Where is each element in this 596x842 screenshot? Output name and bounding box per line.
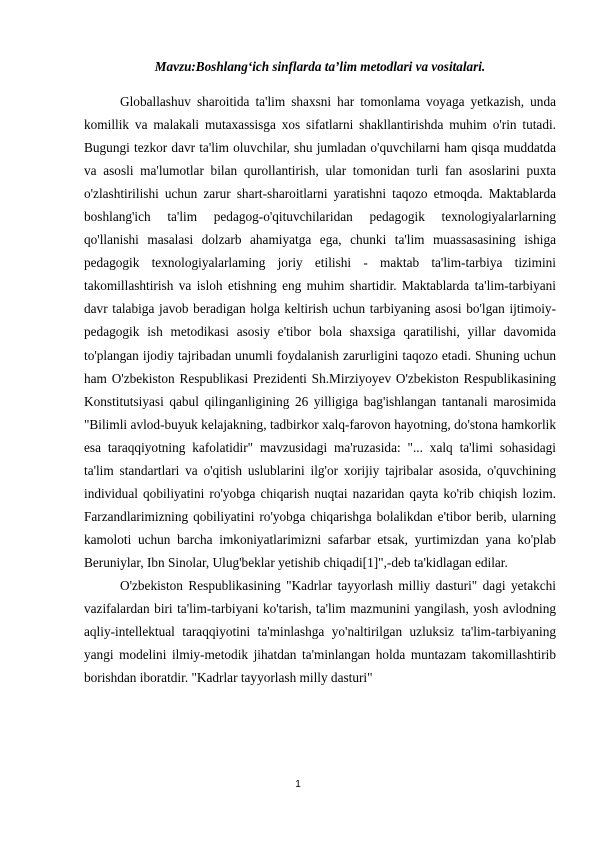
paragraph-1: Globallashuv sharoitida ta'lim shaxsni har tomonlama voyaga yetkazish, unda komillik va malakali mutaxassisga xos sifatlarni shakllantirishda muhim o'rin tutadi. Bugungi tezkor davr ta'lim oluvchilar, shu jumladan o'quvchilarni ham qisqa muddatda va asosli ma'lumotlar bilan qurollantirish, ular tomonidan turli fan asoslarini puxta o'zlashtirilishi uchun zarur shart-sharoitlarni yaratishni taqozo etmoqda. Maktablarda boshlang'ich ta'lim pedagog-o'qituvchilaridan pedagogik texnologiyalarlarning qo'llanishi masalasi dolzarb ahamiyatga ega, chunki ta'lim muassasasining ishiga pedagogik texnologiyalarlaming joriy etilishi - maktab ta'lim-tarbiya tizimini takomillashtirish va isloh etishning eng muhim shartidir. Maktablarda ta'lim-tarbiyani davr talabiga javob beradigan holga keltirish uchun tarbiyaning asosi bo'lgan ijtimoiy-pedagogik ish metodikasi asosiy e'tibor bola shaxsiga qaratilishi, yillar davomida to'plangan ijodiy tajribadan unumli foydalanish zarurligini taqozo etadi. Shuning uchun ham O'zbekiston Respublikasi Prezidenti Sh.Mirziyoyev O'zbekiston Respublikasining Konstitutsiyasi qabul qilinganligining 26 yilligiga bag'ishlangan tantanali marosimida "Bilimli avlod-buyuk kelajakning, tadbirkor xalq-farovon hayotning, do'stona hamkorlik esa taraqqiyotning kafolatidir" mavzusidagi ma'ruzasida: "... xalq ta'limi sohasidagi ta'lim standartlari va o'qitish uslublarini ilg'or xorijiy tajribalar asosida, o'quvchining individual qobiliyatini ro'yobga chiqarish nuqtai nazaridan qayta ko'rib chiqish lozim. Farzandlarimizning qobiliyatini ro'yobga chiqarishga bolalikdan e'tibor berib, ularning kamoloti uchun barcha imkoniyatlarimizni safarbar etsak, yurtimizdan yana ko'plab Beruniylar, Ibn Sinolar, Ulug'beklar yetishib chiqadi[1]",-deb ta'kidlagan edilar. xyxy=(84,94,556,570)
paragraph-2: O'zbekiston Respublikasining "Kadrlar tayyorlash milliy dasturi" dagi yetakchi vazifalardan biri ta'lim-tarbiyani ko'tarish, ta'lim mazmunini yangilash, yosh avlodning aqliy-intellektual taraqqiyotini ta'minlashga yo'naltirilgan uzluksiz ta'lim-tarbiyaning yangi modelini ilmiy-metodik jihatdan ta'minlangan holda muntazam takomillashtirib borishdan iboratdir. "Kadrlar tayyorlash milly dasturi" xyxy=(84,577,556,686)
page-number: 1 xyxy=(295,779,301,790)
document-title: Mavzu:Boshlang‘ich sinflarda ta’lim metodlari va vositalari. xyxy=(154,59,486,74)
document-body xyxy=(84,90,556,689)
